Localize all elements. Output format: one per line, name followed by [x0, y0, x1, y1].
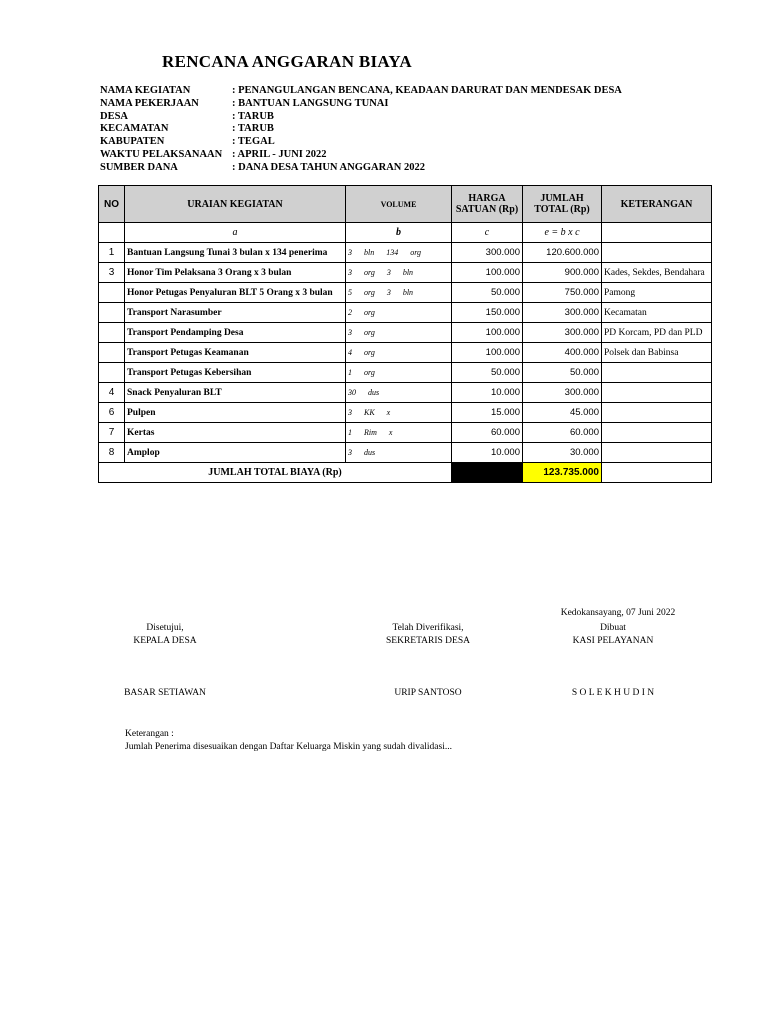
- table-header-row: [99, 186, 712, 223]
- info-key: NAMA PEKERJAAN: [100, 97, 199, 109]
- volume-unit: org: [364, 328, 375, 337]
- row-keterangan: Kades, Sekdes, Bendahara: [602, 263, 712, 283]
- row-uraian: Snack Penyaluran BLT: [125, 383, 346, 403]
- row-keterangan: [602, 443, 712, 463]
- row-no: 8: [99, 443, 125, 463]
- volume-qty: 3: [348, 248, 352, 257]
- row-keterangan: [602, 403, 712, 423]
- row-no: [99, 303, 125, 323]
- row-keterangan: PD Korcam, PD dan PLD: [602, 323, 712, 343]
- row-no: 1: [99, 243, 125, 263]
- row-keterangan: [602, 243, 712, 263]
- info-key: WAKTU PELAKSANAAN: [100, 148, 223, 160]
- info-key: SUMBER DANA: [100, 161, 178, 173]
- made-role: KASI PELAYANAN: [572, 636, 654, 646]
- row-uraian: Pulpen: [125, 403, 346, 423]
- table-row: [99, 423, 712, 443]
- table-row: [99, 263, 712, 283]
- volume-unit: org: [364, 288, 375, 297]
- row-harga: 100.000: [452, 263, 523, 283]
- row-harga: 10.000: [452, 443, 523, 463]
- notes-label: Keterangan :: [125, 729, 174, 739]
- header-no: NO: [99, 186, 125, 223]
- row-volume: [346, 343, 452, 363]
- row-uraian: Honor Tim Pelaksana 3 Orang x 3 bulan: [125, 263, 346, 283]
- row-uraian: Transport Petugas Keamanan: [125, 343, 346, 363]
- info-value: : DANA DESA TAHUN ANGGARAN 2022: [232, 161, 426, 173]
- info-key: KABUPATEN: [100, 136, 165, 148]
- row-no: [99, 343, 125, 363]
- subheader-jumlah: e = b x c: [523, 223, 602, 243]
- total-keterangan: [602, 463, 712, 483]
- document-title: RENCANA ANGGARAN BIAYA: [162, 52, 412, 71]
- row-uraian: Transport Narasumber: [125, 303, 346, 323]
- row-volume: [346, 403, 452, 423]
- row-jumlah: 60.000: [523, 423, 602, 443]
- info-value: : TARUB: [232, 110, 274, 122]
- volume-qty2: x: [386, 408, 391, 417]
- row-jumlah: 750.000: [523, 283, 602, 303]
- subheader-uraian: a: [125, 223, 346, 243]
- subheader-keterangan: [602, 223, 712, 243]
- row-harga: 50.000: [452, 363, 523, 383]
- table-row: [99, 343, 712, 363]
- row-no: 3: [99, 263, 125, 283]
- row-volume: [346, 423, 452, 443]
- volume-unit: org: [364, 348, 375, 357]
- table-row: [99, 363, 712, 383]
- total-row: [99, 463, 712, 483]
- row-keterangan: [602, 363, 712, 383]
- place-date: Kedokansayang, 07 Juni 2022: [560, 608, 676, 618]
- row-uraian: Transport Pendamping Desa: [125, 323, 346, 343]
- row-uraian: Transport Petugas Kebersihan: [125, 363, 346, 383]
- row-jumlah: 300.000: [523, 323, 602, 343]
- row-uraian: Bantuan Langsung Tunai 3 bulan x 134 penerima: [125, 243, 346, 263]
- row-jumlah: 300.000: [523, 383, 602, 403]
- row-volume: [346, 303, 452, 323]
- volume-unit2: org: [410, 248, 422, 257]
- verified-name: URIP SANTOSO: [394, 688, 462, 698]
- row-volume: [346, 243, 452, 263]
- row-keterangan: Pamong: [602, 283, 712, 303]
- row-volume: [346, 363, 452, 383]
- row-harga: 10.000: [452, 383, 523, 403]
- row-no: [99, 323, 125, 343]
- info-key: NAMA KEGIATAN: [100, 85, 191, 96]
- verified-label: Telah Diverifikasi,: [392, 623, 464, 633]
- info-value: : APRIL - JUNI 2022: [232, 148, 327, 160]
- row-keterangan: [602, 383, 712, 403]
- info-value: : TEGAL: [232, 136, 275, 148]
- volume-qty2: 3: [386, 288, 391, 297]
- row-keterangan: Kecamatan: [602, 303, 712, 323]
- info-value: : PENANGULANGAN BENCANA, KEADAAN DARURAT DAN MENDESAK DESA: [232, 85, 622, 96]
- info-row: [100, 162, 622, 175]
- total-value: 123.735.000: [523, 463, 602, 483]
- volume-unit: org: [364, 368, 375, 377]
- row-uraian: Amplop: [125, 443, 346, 463]
- info-row: [100, 85, 622, 98]
- info-value: : BANTUAN LANGSUNG TUNAI: [232, 97, 389, 109]
- volume-unit: org: [364, 308, 375, 317]
- row-uraian: Honor Petugas Penyaluran BLT 5 Orang x 3 bulan: [125, 283, 346, 303]
- total-black-cell: [452, 463, 523, 483]
- table-row: [99, 303, 712, 323]
- volume-qty: 4: [348, 348, 352, 357]
- info-row: [100, 149, 622, 162]
- row-harga: 15.000: [452, 403, 523, 423]
- header-uraian: URAIAN KEGIATAN: [125, 186, 346, 223]
- activity-info: [100, 85, 622, 175]
- table-row: [99, 403, 712, 423]
- volume-qty: 5: [348, 288, 352, 297]
- row-jumlah: 120.600.000: [523, 243, 602, 263]
- volume-unit: dus: [368, 388, 380, 397]
- row-volume: [346, 323, 452, 343]
- volume-qty: 30: [348, 388, 356, 397]
- row-jumlah: 400.000: [523, 343, 602, 363]
- subheader-row: [99, 223, 712, 243]
- info-value: : TARUB: [232, 123, 274, 135]
- volume-unit2: bln: [402, 288, 414, 297]
- row-volume: [346, 443, 452, 463]
- made-name: S O L E K H U D I N: [571, 688, 655, 698]
- volume-qty: 2: [348, 308, 352, 317]
- info-row: [100, 98, 622, 111]
- header-volume: VOLUME: [346, 186, 452, 223]
- row-jumlah: 900.000: [523, 263, 602, 283]
- volume-unit: KK: [364, 408, 375, 417]
- info-row: [100, 123, 622, 136]
- header-jumlah: JUMLAH TOTAL (Rp): [523, 186, 602, 223]
- notes-text: Jumlah Penerima disesuaikan dengan Daftar Keluarga Miskin yang sudah divalidasi...: [125, 742, 452, 752]
- subheader-volume: b: [346, 223, 452, 243]
- row-keterangan: [602, 423, 712, 443]
- row-keterangan: Polsek dan Babinsa: [602, 343, 712, 363]
- made-label: Dibuat: [600, 623, 626, 633]
- table-row: [99, 323, 712, 343]
- volume-unit: dus: [364, 448, 376, 457]
- budget-table: [98, 185, 712, 483]
- row-volume: [346, 263, 452, 283]
- approved-role: KEPALA DESA: [133, 636, 197, 646]
- row-harga: 60.000: [452, 423, 523, 443]
- row-jumlah: 30.000: [523, 443, 602, 463]
- subheader-no: [99, 223, 125, 243]
- info-row: [100, 136, 622, 149]
- volume-qty: 3: [348, 268, 352, 277]
- row-harga: 50.000: [452, 283, 523, 303]
- volume-unit: org: [364, 268, 375, 277]
- volume-qty2: 134: [386, 248, 399, 257]
- table-row: [99, 243, 712, 263]
- info-row: [100, 111, 622, 124]
- verified-role: SEKRETARIS DESA: [386, 636, 470, 646]
- volume-qty2: 3: [386, 268, 391, 277]
- volume-qty: 1: [348, 428, 352, 437]
- volume-qty: 3: [348, 328, 352, 337]
- row-jumlah: 50.000: [523, 363, 602, 383]
- volume-qty: 3: [348, 408, 352, 417]
- approved-name: BASAR SETIAWAN: [124, 688, 206, 698]
- volume-unit: bln: [364, 248, 375, 257]
- row-no: 6: [99, 403, 125, 423]
- header-harga: HARGA SATUAN (Rp): [452, 186, 523, 223]
- row-uraian: Kertas: [125, 423, 346, 443]
- header-keterangan: KETERANGAN: [602, 186, 712, 223]
- row-no: 7: [99, 423, 125, 443]
- volume-qty: 3: [348, 448, 352, 457]
- volume-qty2: x: [388, 428, 393, 437]
- row-jumlah: 300.000: [523, 303, 602, 323]
- info-key: DESA: [100, 110, 129, 122]
- row-harga: 100.000: [452, 343, 523, 363]
- table-row: [99, 443, 712, 463]
- row-volume: [346, 383, 452, 403]
- row-no: 4: [99, 383, 125, 403]
- volume-unit: Rim: [364, 428, 377, 437]
- row-jumlah: 45.000: [523, 403, 602, 423]
- table-row: [99, 283, 712, 303]
- subheader-harga: c: [452, 223, 523, 243]
- total-label: JUMLAH TOTAL BIAYA (Rp): [99, 463, 452, 483]
- row-volume: [346, 283, 452, 303]
- volume-unit2: bln: [402, 268, 414, 277]
- row-no: [99, 363, 125, 383]
- info-key: KECAMATAN: [100, 123, 169, 135]
- volume-qty: 1: [348, 368, 352, 377]
- row-harga: 100.000: [452, 323, 523, 343]
- row-harga: 150.000: [452, 303, 523, 323]
- approved-label: Disetujui,: [146, 623, 184, 633]
- row-harga: 300.000: [452, 243, 523, 263]
- row-no: [99, 283, 125, 303]
- table-row: [99, 383, 712, 403]
